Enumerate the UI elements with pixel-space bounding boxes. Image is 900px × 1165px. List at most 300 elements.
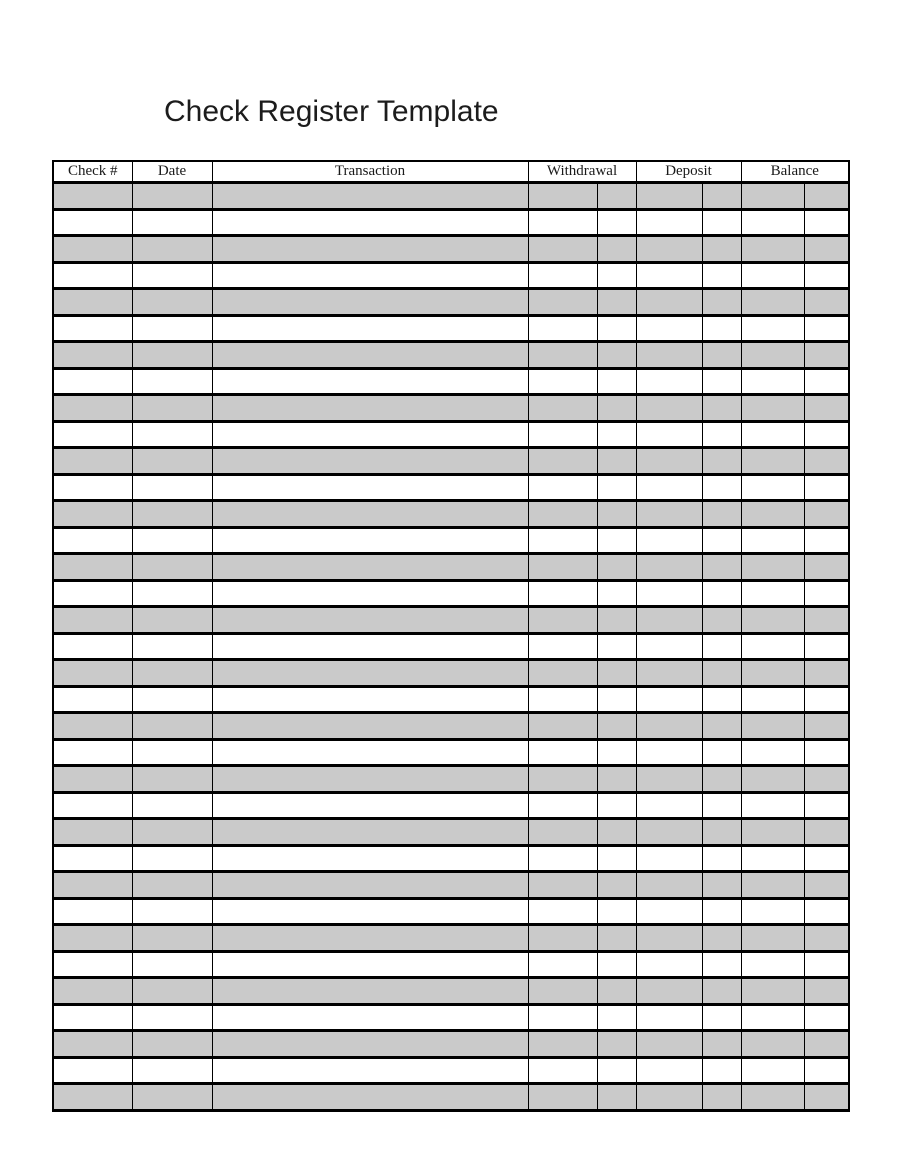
cell-transaction[interactable]: [212, 607, 528, 634]
cell-balance-cents[interactable]: [804, 474, 849, 501]
cell-transaction[interactable]: [212, 1031, 528, 1058]
cell-balance-cents[interactable]: [804, 713, 849, 740]
cell-balance-cents[interactable]: [804, 315, 849, 342]
cell-withdrawal-dollars[interactable]: [528, 978, 597, 1005]
cell-balance-cents[interactable]: [804, 792, 849, 819]
cell-balance-cents[interactable]: [804, 633, 849, 660]
cell-check-number[interactable]: [53, 819, 132, 846]
cell-deposit-cents[interactable]: [702, 713, 741, 740]
cell-withdrawal-dollars[interactable]: [528, 898, 597, 925]
cell-check-number[interactable]: [53, 448, 132, 475]
cell-date[interactable]: [132, 501, 212, 528]
cell-check-number[interactable]: [53, 395, 132, 422]
cell-withdrawal-cents[interactable]: [597, 289, 636, 316]
cell-withdrawal-cents[interactable]: [597, 262, 636, 289]
cell-date[interactable]: [132, 607, 212, 634]
cell-deposit-dollars[interactable]: [636, 1084, 702, 1111]
cell-deposit-cents[interactable]: [702, 236, 741, 263]
cell-deposit-cents[interactable]: [702, 474, 741, 501]
cell-check-number[interactable]: [53, 739, 132, 766]
cell-balance-cents[interactable]: [804, 1057, 849, 1084]
cell-transaction[interactable]: [212, 1084, 528, 1111]
cell-deposit-dollars[interactable]: [636, 713, 702, 740]
cell-balance-cents[interactable]: [804, 660, 849, 687]
cell-withdrawal-cents[interactable]: [597, 368, 636, 395]
cell-date[interactable]: [132, 209, 212, 236]
cell-withdrawal-dollars[interactable]: [528, 766, 597, 793]
cell-withdrawal-cents[interactable]: [597, 845, 636, 872]
cell-date[interactable]: [132, 686, 212, 713]
cell-deposit-dollars[interactable]: [636, 289, 702, 316]
cell-deposit-cents[interactable]: [702, 209, 741, 236]
cell-balance-cents[interactable]: [804, 342, 849, 369]
cell-transaction[interactable]: [212, 262, 528, 289]
cell-date[interactable]: [132, 1084, 212, 1111]
cell-balance-dollars[interactable]: [741, 1057, 804, 1084]
cell-withdrawal-cents[interactable]: [597, 660, 636, 687]
cell-check-number[interactable]: [53, 501, 132, 528]
cell-deposit-dollars[interactable]: [636, 421, 702, 448]
cell-balance-dollars[interactable]: [741, 739, 804, 766]
cell-transaction[interactable]: [212, 368, 528, 395]
cell-transaction[interactable]: [212, 395, 528, 422]
cell-check-number[interactable]: [53, 554, 132, 581]
cell-balance-dollars[interactable]: [741, 766, 804, 793]
cell-withdrawal-dollars[interactable]: [528, 925, 597, 952]
cell-deposit-dollars[interactable]: [636, 474, 702, 501]
cell-check-number[interactable]: [53, 951, 132, 978]
cell-date[interactable]: [132, 792, 212, 819]
cell-withdrawal-dollars[interactable]: [528, 739, 597, 766]
cell-deposit-cents[interactable]: [702, 262, 741, 289]
cell-balance-cents[interactable]: [804, 845, 849, 872]
cell-withdrawal-dollars[interactable]: [528, 607, 597, 634]
cell-withdrawal-dollars[interactable]: [528, 554, 597, 581]
cell-balance-dollars[interactable]: [741, 792, 804, 819]
cell-deposit-dollars[interactable]: [636, 580, 702, 607]
cell-withdrawal-dollars[interactable]: [528, 845, 597, 872]
cell-transaction[interactable]: [212, 342, 528, 369]
cell-check-number[interactable]: [53, 845, 132, 872]
cell-date[interactable]: [132, 448, 212, 475]
cell-deposit-dollars[interactable]: [636, 183, 702, 210]
cell-deposit-cents[interactable]: [702, 898, 741, 925]
cell-balance-dollars[interactable]: [741, 686, 804, 713]
cell-transaction[interactable]: [212, 448, 528, 475]
cell-withdrawal-cents[interactable]: [597, 421, 636, 448]
cell-balance-cents[interactable]: [804, 236, 849, 263]
cell-balance-dollars[interactable]: [741, 448, 804, 475]
cell-deposit-cents[interactable]: [702, 183, 741, 210]
cell-withdrawal-dollars[interactable]: [528, 1057, 597, 1084]
cell-check-number[interactable]: [53, 474, 132, 501]
cell-balance-dollars[interactable]: [741, 209, 804, 236]
cell-transaction[interactable]: [212, 766, 528, 793]
cell-transaction[interactable]: [212, 845, 528, 872]
cell-withdrawal-cents[interactable]: [597, 183, 636, 210]
cell-withdrawal-dollars[interactable]: [528, 421, 597, 448]
cell-withdrawal-cents[interactable]: [597, 501, 636, 528]
cell-date[interactable]: [132, 633, 212, 660]
cell-deposit-dollars[interactable]: [636, 501, 702, 528]
cell-balance-cents[interactable]: [804, 766, 849, 793]
cell-withdrawal-dollars[interactable]: [528, 289, 597, 316]
cell-check-number[interactable]: [53, 686, 132, 713]
cell-balance-dollars[interactable]: [741, 1004, 804, 1031]
cell-balance-dollars[interactable]: [741, 951, 804, 978]
cell-date[interactable]: [132, 368, 212, 395]
cell-balance-cents[interactable]: [804, 898, 849, 925]
cell-withdrawal-cents[interactable]: [597, 1004, 636, 1031]
cell-deposit-dollars[interactable]: [636, 898, 702, 925]
cell-withdrawal-cents[interactable]: [597, 766, 636, 793]
cell-transaction[interactable]: [212, 792, 528, 819]
cell-withdrawal-cents[interactable]: [597, 713, 636, 740]
cell-balance-dollars[interactable]: [741, 898, 804, 925]
cell-balance-cents[interactable]: [804, 448, 849, 475]
cell-check-number[interactable]: [53, 978, 132, 1005]
cell-check-number[interactable]: [53, 607, 132, 634]
cell-check-number[interactable]: [53, 183, 132, 210]
cell-balance-dollars[interactable]: [741, 607, 804, 634]
cell-balance-cents[interactable]: [804, 262, 849, 289]
cell-date[interactable]: [132, 262, 212, 289]
cell-check-number[interactable]: [53, 289, 132, 316]
cell-transaction[interactable]: [212, 421, 528, 448]
cell-date[interactable]: [132, 925, 212, 952]
cell-check-number[interactable]: [53, 421, 132, 448]
cell-withdrawal-dollars[interactable]: [528, 448, 597, 475]
cell-balance-dollars[interactable]: [741, 845, 804, 872]
cell-deposit-dollars[interactable]: [636, 262, 702, 289]
cell-check-number[interactable]: [53, 368, 132, 395]
cell-transaction[interactable]: [212, 1004, 528, 1031]
cell-withdrawal-dollars[interactable]: [528, 209, 597, 236]
cell-transaction[interactable]: [212, 315, 528, 342]
cell-date[interactable]: [132, 713, 212, 740]
cell-transaction[interactable]: [212, 686, 528, 713]
cell-deposit-dollars[interactable]: [636, 395, 702, 422]
cell-balance-cents[interactable]: [804, 1031, 849, 1058]
cell-check-number[interactable]: [53, 660, 132, 687]
cell-deposit-cents[interactable]: [702, 872, 741, 899]
cell-date[interactable]: [132, 1057, 212, 1084]
cell-date[interactable]: [132, 421, 212, 448]
cell-withdrawal-dollars[interactable]: [528, 527, 597, 554]
cell-deposit-cents[interactable]: [702, 1084, 741, 1111]
cell-check-number[interactable]: [53, 898, 132, 925]
cell-date[interactable]: [132, 898, 212, 925]
cell-deposit-cents[interactable]: [702, 342, 741, 369]
cell-date[interactable]: [132, 395, 212, 422]
cell-withdrawal-cents[interactable]: [597, 1057, 636, 1084]
cell-withdrawal-cents[interactable]: [597, 925, 636, 952]
cell-balance-dollars[interactable]: [741, 315, 804, 342]
cell-transaction[interactable]: [212, 633, 528, 660]
cell-balance-dollars[interactable]: [741, 395, 804, 422]
cell-balance-cents[interactable]: [804, 209, 849, 236]
cell-withdrawal-cents[interactable]: [597, 739, 636, 766]
cell-balance-dollars[interactable]: [741, 978, 804, 1005]
cell-deposit-dollars[interactable]: [636, 951, 702, 978]
cell-withdrawal-cents[interactable]: [597, 342, 636, 369]
cell-withdrawal-dollars[interactable]: [528, 633, 597, 660]
cell-balance-dollars[interactable]: [741, 925, 804, 952]
cell-check-number[interactable]: [53, 713, 132, 740]
cell-withdrawal-dollars[interactable]: [528, 315, 597, 342]
cell-deposit-cents[interactable]: [702, 686, 741, 713]
cell-balance-cents[interactable]: [804, 951, 849, 978]
cell-deposit-dollars[interactable]: [636, 315, 702, 342]
cell-deposit-dollars[interactable]: [636, 448, 702, 475]
cell-balance-cents[interactable]: [804, 872, 849, 899]
cell-balance-cents[interactable]: [804, 925, 849, 952]
cell-withdrawal-cents[interactable]: [597, 580, 636, 607]
cell-date[interactable]: [132, 315, 212, 342]
cell-deposit-cents[interactable]: [702, 978, 741, 1005]
cell-withdrawal-cents[interactable]: [597, 872, 636, 899]
cell-balance-cents[interactable]: [804, 183, 849, 210]
cell-withdrawal-dollars[interactable]: [528, 686, 597, 713]
cell-check-number[interactable]: [53, 792, 132, 819]
cell-balance-cents[interactable]: [804, 368, 849, 395]
cell-transaction[interactable]: [212, 872, 528, 899]
cell-deposit-dollars[interactable]: [636, 554, 702, 581]
cell-check-number[interactable]: [53, 236, 132, 263]
cell-balance-dollars[interactable]: [741, 262, 804, 289]
cell-deposit-cents[interactable]: [702, 554, 741, 581]
cell-check-number[interactable]: [53, 872, 132, 899]
cell-deposit-cents[interactable]: [702, 925, 741, 952]
cell-date[interactable]: [132, 236, 212, 263]
cell-deposit-dollars[interactable]: [636, 766, 702, 793]
cell-balance-dollars[interactable]: [741, 342, 804, 369]
cell-balance-cents[interactable]: [804, 607, 849, 634]
cell-check-number[interactable]: [53, 342, 132, 369]
cell-deposit-cents[interactable]: [702, 448, 741, 475]
cell-date[interactable]: [132, 289, 212, 316]
cell-deposit-dollars[interactable]: [636, 607, 702, 634]
cell-balance-cents[interactable]: [804, 978, 849, 1005]
cell-deposit-dollars[interactable]: [636, 978, 702, 1005]
cell-transaction[interactable]: [212, 474, 528, 501]
cell-check-number[interactable]: [53, 315, 132, 342]
cell-date[interactable]: [132, 580, 212, 607]
cell-balance-cents[interactable]: [804, 289, 849, 316]
cell-deposit-cents[interactable]: [702, 315, 741, 342]
cell-deposit-cents[interactable]: [702, 739, 741, 766]
cell-balance-dollars[interactable]: [741, 554, 804, 581]
cell-balance-dollars[interactable]: [741, 1084, 804, 1111]
cell-transaction[interactable]: [212, 209, 528, 236]
cell-transaction[interactable]: [212, 580, 528, 607]
cell-balance-dollars[interactable]: [741, 183, 804, 210]
cell-date[interactable]: [132, 819, 212, 846]
cell-balance-cents[interactable]: [804, 739, 849, 766]
cell-withdrawal-dollars[interactable]: [528, 395, 597, 422]
cell-balance-cents[interactable]: [804, 395, 849, 422]
cell-date[interactable]: [132, 660, 212, 687]
cell-withdrawal-dollars[interactable]: [528, 713, 597, 740]
cell-deposit-dollars[interactable]: [636, 1004, 702, 1031]
cell-deposit-dollars[interactable]: [636, 209, 702, 236]
cell-deposit-dollars[interactable]: [636, 1031, 702, 1058]
cell-transaction[interactable]: [212, 554, 528, 581]
cell-balance-cents[interactable]: [804, 421, 849, 448]
cell-check-number[interactable]: [53, 262, 132, 289]
cell-transaction[interactable]: [212, 898, 528, 925]
cell-balance-dollars[interactable]: [741, 289, 804, 316]
cell-balance-dollars[interactable]: [741, 580, 804, 607]
cell-transaction[interactable]: [212, 713, 528, 740]
cell-transaction[interactable]: [212, 978, 528, 1005]
cell-balance-cents[interactable]: [804, 580, 849, 607]
cell-deposit-cents[interactable]: [702, 501, 741, 528]
cell-balance-cents[interactable]: [804, 554, 849, 581]
cell-balance-cents[interactable]: [804, 1084, 849, 1111]
cell-deposit-cents[interactable]: [702, 819, 741, 846]
cell-balance-dollars[interactable]: [741, 633, 804, 660]
cell-deposit-dollars[interactable]: [636, 792, 702, 819]
cell-withdrawal-cents[interactable]: [597, 898, 636, 925]
cell-balance-cents[interactable]: [804, 1004, 849, 1031]
cell-deposit-dollars[interactable]: [636, 1057, 702, 1084]
cell-deposit-dollars[interactable]: [636, 342, 702, 369]
cell-withdrawal-dollars[interactable]: [528, 262, 597, 289]
cell-balance-dollars[interactable]: [741, 421, 804, 448]
cell-balance-dollars[interactable]: [741, 872, 804, 899]
cell-withdrawal-dollars[interactable]: [528, 183, 597, 210]
cell-balance-dollars[interactable]: [741, 819, 804, 846]
cell-balance-dollars[interactable]: [741, 713, 804, 740]
cell-transaction[interactable]: [212, 501, 528, 528]
cell-date[interactable]: [132, 978, 212, 1005]
cell-deposit-dollars[interactable]: [636, 686, 702, 713]
cell-check-number[interactable]: [53, 1057, 132, 1084]
cell-deposit-cents[interactable]: [702, 792, 741, 819]
cell-check-number[interactable]: [53, 633, 132, 660]
cell-check-number[interactable]: [53, 580, 132, 607]
cell-deposit-cents[interactable]: [702, 395, 741, 422]
cell-transaction[interactable]: [212, 527, 528, 554]
cell-deposit-cents[interactable]: [702, 527, 741, 554]
cell-transaction[interactable]: [212, 183, 528, 210]
cell-deposit-cents[interactable]: [702, 289, 741, 316]
cell-transaction[interactable]: [212, 925, 528, 952]
cell-withdrawal-cents[interactable]: [597, 633, 636, 660]
cell-withdrawal-dollars[interactable]: [528, 1084, 597, 1111]
cell-balance-dollars[interactable]: [741, 527, 804, 554]
cell-transaction[interactable]: [212, 739, 528, 766]
cell-withdrawal-dollars[interactable]: [528, 819, 597, 846]
cell-transaction[interactable]: [212, 236, 528, 263]
cell-withdrawal-dollars[interactable]: [528, 368, 597, 395]
cell-withdrawal-dollars[interactable]: [528, 792, 597, 819]
cell-deposit-dollars[interactable]: [636, 872, 702, 899]
cell-check-number[interactable]: [53, 925, 132, 952]
cell-withdrawal-dollars[interactable]: [528, 236, 597, 263]
cell-withdrawal-cents[interactable]: [597, 607, 636, 634]
cell-balance-dollars[interactable]: [741, 660, 804, 687]
cell-withdrawal-cents[interactable]: [597, 1084, 636, 1111]
cell-withdrawal-dollars[interactable]: [528, 580, 597, 607]
cell-withdrawal-dollars[interactable]: [528, 660, 597, 687]
cell-deposit-cents[interactable]: [702, 845, 741, 872]
cell-withdrawal-dollars[interactable]: [528, 1004, 597, 1031]
cell-date[interactable]: [132, 342, 212, 369]
cell-deposit-cents[interactable]: [702, 1057, 741, 1084]
cell-deposit-cents[interactable]: [702, 1004, 741, 1031]
cell-deposit-dollars[interactable]: [636, 660, 702, 687]
cell-deposit-cents[interactable]: [702, 368, 741, 395]
cell-date[interactable]: [132, 951, 212, 978]
cell-date[interactable]: [132, 527, 212, 554]
cell-deposit-cents[interactable]: [702, 421, 741, 448]
cell-transaction[interactable]: [212, 289, 528, 316]
cell-balance-cents[interactable]: [804, 686, 849, 713]
cell-balance-dollars[interactable]: [741, 1031, 804, 1058]
cell-deposit-cents[interactable]: [702, 660, 741, 687]
cell-withdrawal-dollars[interactable]: [528, 342, 597, 369]
cell-withdrawal-cents[interactable]: [597, 686, 636, 713]
cell-deposit-dollars[interactable]: [636, 925, 702, 952]
cell-date[interactable]: [132, 1004, 212, 1031]
cell-deposit-cents[interactable]: [702, 766, 741, 793]
cell-withdrawal-cents[interactable]: [597, 448, 636, 475]
cell-date[interactable]: [132, 845, 212, 872]
cell-date[interactable]: [132, 872, 212, 899]
cell-deposit-dollars[interactable]: [636, 633, 702, 660]
cell-withdrawal-cents[interactable]: [597, 395, 636, 422]
cell-withdrawal-cents[interactable]: [597, 209, 636, 236]
cell-date[interactable]: [132, 183, 212, 210]
cell-check-number[interactable]: [53, 1031, 132, 1058]
cell-transaction[interactable]: [212, 660, 528, 687]
cell-check-number[interactable]: [53, 209, 132, 236]
cell-deposit-dollars[interactable]: [636, 845, 702, 872]
cell-withdrawal-cents[interactable]: [597, 527, 636, 554]
cell-date[interactable]: [132, 739, 212, 766]
cell-date[interactable]: [132, 474, 212, 501]
cell-withdrawal-cents[interactable]: [597, 315, 636, 342]
cell-deposit-cents[interactable]: [702, 580, 741, 607]
cell-deposit-dollars[interactable]: [636, 739, 702, 766]
cell-check-number[interactable]: [53, 1004, 132, 1031]
cell-deposit-dollars[interactable]: [636, 236, 702, 263]
cell-deposit-cents[interactable]: [702, 633, 741, 660]
cell-withdrawal-dollars[interactable]: [528, 872, 597, 899]
cell-withdrawal-cents[interactable]: [597, 236, 636, 263]
cell-balance-dollars[interactable]: [741, 474, 804, 501]
cell-withdrawal-dollars[interactable]: [528, 951, 597, 978]
cell-withdrawal-cents[interactable]: [597, 792, 636, 819]
cell-withdrawal-cents[interactable]: [597, 554, 636, 581]
cell-deposit-cents[interactable]: [702, 1031, 741, 1058]
cell-deposit-dollars[interactable]: [636, 527, 702, 554]
cell-transaction[interactable]: [212, 819, 528, 846]
cell-check-number[interactable]: [53, 527, 132, 554]
cell-transaction[interactable]: [212, 951, 528, 978]
cell-date[interactable]: [132, 1031, 212, 1058]
cell-transaction[interactable]: [212, 1057, 528, 1084]
cell-balance-cents[interactable]: [804, 501, 849, 528]
cell-date[interactable]: [132, 766, 212, 793]
cell-withdrawal-dollars[interactable]: [528, 1031, 597, 1058]
cell-deposit-cents[interactable]: [702, 951, 741, 978]
cell-check-number[interactable]: [53, 1084, 132, 1111]
cell-balance-dollars[interactable]: [741, 236, 804, 263]
cell-withdrawal-cents[interactable]: [597, 978, 636, 1005]
